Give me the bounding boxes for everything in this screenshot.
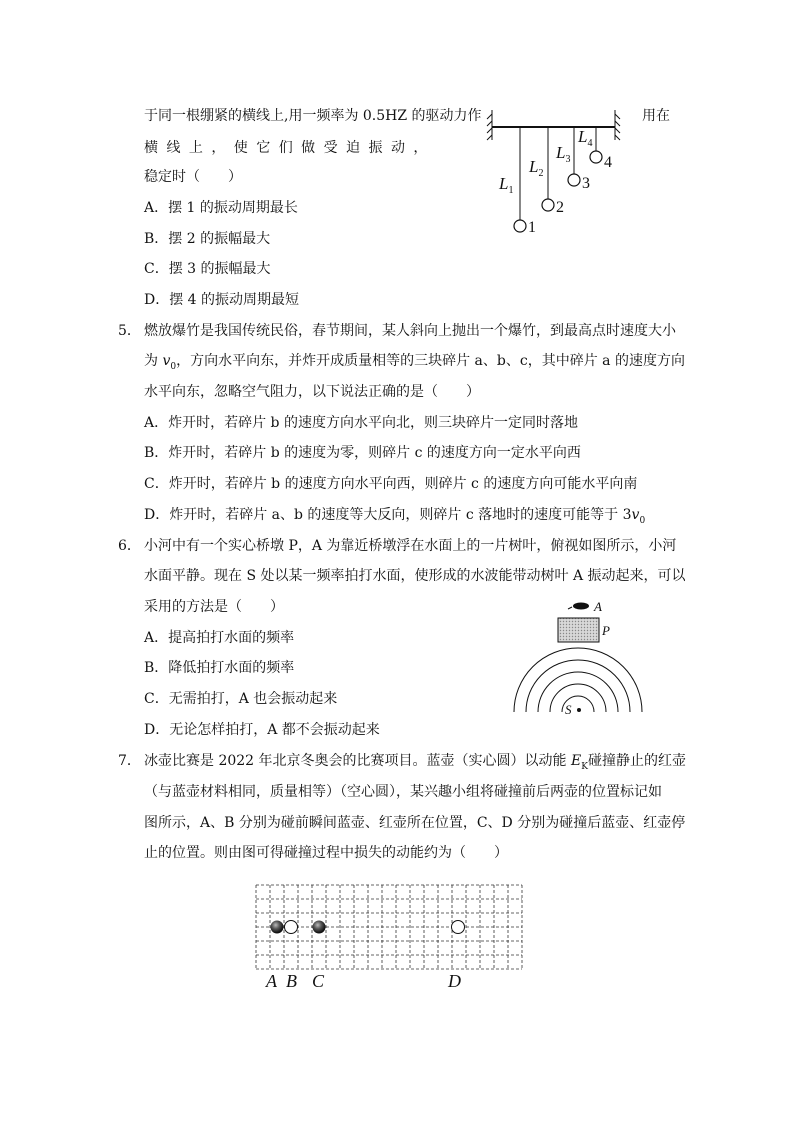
- pendulum-figure: [486, 108, 626, 240]
- q4-option-a[interactable]: A．摆 1 的振动周期最长: [144, 200, 298, 216]
- pendulum-bob-2: [542, 199, 554, 211]
- label-l1: $L_1$: [499, 174, 514, 196]
- label-c: C: [312, 971, 325, 991]
- q4-stem-line2: 横 线 上 ， 使 它 们 做 受 迫 振 动 ，: [144, 140, 430, 156]
- q4-option-c[interactable]: C．摆 3 的振幅最大: [144, 261, 271, 277]
- label-b: B: [286, 971, 297, 991]
- q6-stem-line3: 采用的方法是（ ）: [144, 599, 284, 615]
- q4-stem-line1-end: 用在: [642, 108, 670, 124]
- blue-stone-a: [271, 921, 284, 934]
- q7-number: 7．: [118, 753, 141, 769]
- red-stone-b: [285, 921, 298, 934]
- label-l2: $L_2$: [529, 157, 544, 179]
- q5-option-b[interactable]: B．炸开时，若碎片 b 的速度为零，则碎片 c 的速度方向一定水平向西: [144, 445, 581, 461]
- q5-option-a[interactable]: A．炸开时，若碎片 b 的速度方向水平向北，则三块碎片一定同时落地: [144, 415, 578, 431]
- q5-stem-line1: 燃放爆竹是我国传统民俗，春节期间，某人斜向上抛出一个爆竹，到最高点时速度大小: [144, 323, 676, 339]
- water-wave-figure: [508, 596, 654, 716]
- bob-number-3: 3: [582, 175, 590, 192]
- q7-stem-line1: 冰壶比赛是 2022 年北京冬奥会的比赛项目。蓝壶（实心圆）以动能 $E_K$碰撞静止的红壶: [144, 753, 686, 772]
- q5-stem-line3: 水平向东，忽略空气阻力，以下说法正确的是（ ）: [144, 384, 480, 400]
- pendulum-bob-3: [568, 174, 580, 186]
- label-s: S: [565, 702, 572, 716]
- curling-grid-figure: [250, 880, 530, 996]
- q6-stem-line2: 水面平静。现在 S 处以某一频率拍打水面，使形成的水波能带动树叶 A 振动起来，可以: [144, 568, 686, 584]
- q7-stem-line2: （与蓝壶材料相同，质量相等）（空心圆），某兴趣小组将碰撞前后两壶的位置标记如: [144, 784, 662, 800]
- q5-stem-line2: 为 $v_0$，方向水平向东，并炸开成质量相等的三块碎片 a、b、c，其中碎片 a 的速度方向: [144, 353, 685, 372]
- bob-number-2: 2: [556, 199, 564, 216]
- q6-number: 6．: [118, 538, 141, 554]
- q4-stem-line3: 稳定时（ ）: [144, 169, 242, 185]
- label-l4: $L_4$: [578, 127, 593, 149]
- q6-option-c[interactable]: C．无需拍打，A 也会振动起来: [144, 691, 338, 707]
- q7-stem-line4: 止的位置。则由图可得碰撞过程中损失的动能约为（ ）: [144, 845, 508, 861]
- source-point-s: [577, 708, 581, 712]
- leaf-a: [573, 603, 589, 610]
- q6-option-a[interactable]: A．提高拍打水面的频率: [144, 630, 295, 646]
- bridge-pier-p: [558, 618, 599, 642]
- bob-number-4: 4: [604, 154, 612, 171]
- label-a: A: [266, 971, 277, 991]
- q6-option-b[interactable]: B．降低拍打水面的频率: [144, 660, 295, 676]
- q5-option-d[interactable]: D．炸开时，若碎片 a、b 的速度等大反向，则碎片 c 落地时的速度可能等于 $3v_0$: [144, 507, 646, 526]
- pendulum-bob-1: [514, 220, 526, 232]
- q7-stem-line3: 图所示，A、B 分别为碰前瞬间蓝壶、红壶所在位置，C、D 分别为碰撞后蓝壶、红壶停: [144, 815, 686, 831]
- label-p: P: [602, 623, 610, 638]
- q5-option-c[interactable]: C．炸开时，若碎片 b 的速度方向水平向西，则碎片 c 的速度方向可能水平向南: [144, 476, 638, 492]
- q4-stem-line1: 于同一根绷紧的横线上,用一频率为 0.5HZ 的驱动力作: [144, 108, 482, 124]
- label-l3: $L_3$: [556, 143, 571, 165]
- q4-option-b[interactable]: B．摆 2 的振幅最大: [144, 231, 271, 247]
- q4-option-d[interactable]: D．摆 4 的振动周期最短: [144, 292, 300, 308]
- label-d: D: [448, 971, 461, 991]
- q6-stem-line1: 小河中有一个实心桥墩 P，A 为靠近桥墩浮在水面上的一片树叶，俯视如图所示，小河: [144, 538, 677, 554]
- q6-option-d[interactable]: D．无论怎样拍打，A 都不会振动起来: [144, 722, 380, 738]
- bob-number-1: 1: [528, 219, 536, 236]
- q5-number: 5．: [118, 323, 141, 339]
- blue-stone-c: [313, 921, 326, 934]
- label-a: A: [594, 599, 602, 614]
- red-stone-d: [452, 921, 465, 934]
- pendulum-bob-4: [590, 151, 602, 163]
